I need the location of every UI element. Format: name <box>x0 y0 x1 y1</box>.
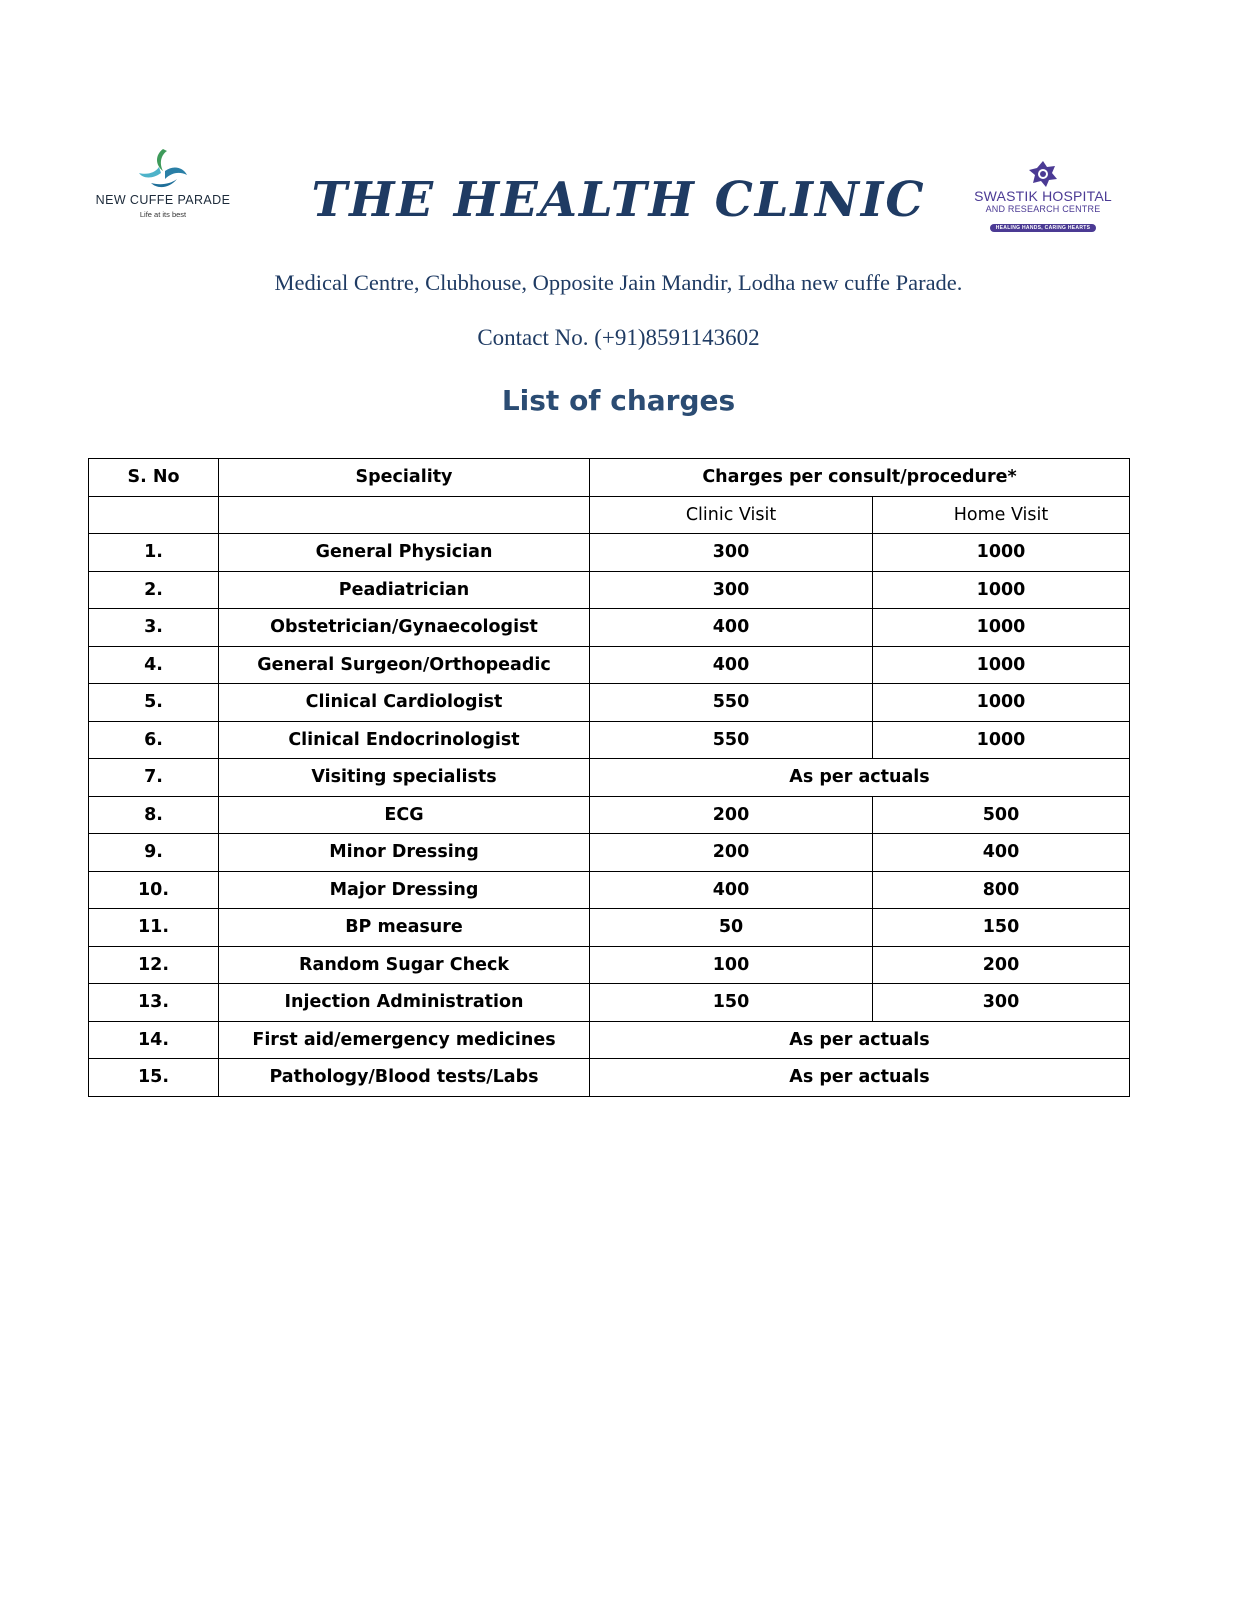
right-logo-line3: HEALING HANDS, CARING HEARTS <box>990 224 1097 232</box>
header-charges: Charges per consult/procedure* <box>590 459 1130 497</box>
row-home-charge: 300 <box>873 984 1130 1022</box>
row-speciality: General Surgeon/Orthopeadic <box>219 646 590 684</box>
row-sno: 7. <box>89 759 219 797</box>
row-clinic-charge: 300 <box>590 534 873 572</box>
row-sno: 5. <box>89 684 219 722</box>
row-speciality: Random Sugar Check <box>219 946 590 984</box>
table-row <box>89 534 1130 572</box>
row-speciality: Clinical Endocrinologist <box>219 721 590 759</box>
row-clinic-charge: 400 <box>590 871 873 909</box>
row-speciality: Pathology/Blood tests/Labs <box>219 1059 590 1097</box>
table-row <box>89 646 1130 684</box>
row-speciality: Major Dressing <box>219 871 590 909</box>
row-sno: 11. <box>89 909 219 947</box>
subheader-clinic-visit: Clinic Visit <box>590 496 873 534</box>
subheader-home-visit: Home Visit <box>873 496 1130 534</box>
row-home-charge: 1000 <box>873 721 1130 759</box>
header-sno: S. No <box>89 459 219 497</box>
row-clinic-charge: 400 <box>590 646 873 684</box>
table-row <box>89 759 1130 797</box>
table-row <box>89 721 1130 759</box>
row-home-charge: 1000 <box>873 534 1130 572</box>
table-row <box>89 571 1130 609</box>
table-row <box>89 946 1130 984</box>
row-speciality: ECG <box>219 796 590 834</box>
row-clinic-charge: 150 <box>590 984 873 1022</box>
row-home-charge: 500 <box>873 796 1130 834</box>
row-speciality: Obstetrician/Gynaecologist <box>219 609 590 647</box>
row-sno: 1. <box>89 534 219 572</box>
row-clinic-charge: 100 <box>590 946 873 984</box>
subheader-empty-speciality <box>219 496 590 534</box>
row-clinic-charge: 400 <box>590 609 873 647</box>
list-title: List of charges <box>501 384 736 417</box>
header-speciality: Speciality <box>219 459 590 497</box>
left-logo-brand: NEW CUFFE PARADE <box>95 193 231 207</box>
row-sno: 8. <box>89 796 219 834</box>
row-speciality: Visiting specialists <box>219 759 590 797</box>
table-row <box>89 909 1130 947</box>
row-speciality: Minor Dressing <box>219 834 590 872</box>
row-clinic-charge: 300 <box>590 571 873 609</box>
table-subheader-row <box>89 496 1130 534</box>
table-row <box>89 984 1130 1022</box>
row-sno: 4. <box>89 646 219 684</box>
row-clinic-charge: 550 <box>590 684 873 722</box>
row-clinic-charge: 200 <box>590 796 873 834</box>
row-sno: 13. <box>89 984 219 1022</box>
row-speciality: Peadiatrician <box>219 571 590 609</box>
clinic-address: Medical Centre, Clubhouse, Opposite Jain Mandir, Lodha new cuffe Parade. <box>274 270 963 295</box>
table-row <box>89 1021 1130 1059</box>
table-row <box>89 834 1130 872</box>
table-header-row <box>89 459 1130 497</box>
row-home-charge: 1000 <box>873 571 1130 609</box>
subheader-empty-sno <box>89 496 219 534</box>
row-sno: 10. <box>89 871 219 909</box>
row-sno: 9. <box>89 834 219 872</box>
table-row <box>89 1059 1130 1097</box>
right-logo-line1: SWASTIK HOSPITAL <box>974 188 1112 204</box>
row-sno: 6. <box>89 721 219 759</box>
row-speciality: General Physician <box>219 534 590 572</box>
row-clinic-charge: 50 <box>590 909 873 947</box>
row-home-charge: 800 <box>873 871 1130 909</box>
right-logo-line2: AND RESEARCH CENTRE <box>985 204 1101 214</box>
row-clinic-charge: 200 <box>590 834 873 872</box>
row-speciality: Clinical Cardiologist <box>219 684 590 722</box>
row-sno: 15. <box>89 1059 219 1097</box>
table-row <box>89 684 1130 722</box>
row-charges-merged: As per actuals <box>590 1021 1130 1059</box>
row-home-charge: 1000 <box>873 646 1130 684</box>
row-home-charge: 200 <box>873 946 1130 984</box>
row-home-charge: 1000 <box>873 609 1130 647</box>
row-home-charge: 150 <box>873 909 1130 947</box>
table-row <box>89 871 1130 909</box>
row-sno: 14. <box>89 1021 219 1059</box>
left-logo-tagline: Life at its best <box>139 210 187 219</box>
clinic-contact: Contact No. (+91)8591143602 <box>477 325 760 350</box>
row-home-charge: 1000 <box>873 684 1130 722</box>
row-charges-merged: As per actuals <box>590 759 1130 797</box>
row-sno: 2. <box>89 571 219 609</box>
row-speciality: First aid/emergency medicines <box>219 1021 590 1059</box>
row-speciality: BP measure <box>219 909 590 947</box>
row-speciality: Injection Administration <box>219 984 590 1022</box>
row-home-charge: 400 <box>873 834 1130 872</box>
charges-table <box>88 458 1130 1097</box>
row-sno: 3. <box>89 609 219 647</box>
table-row <box>89 796 1130 834</box>
row-clinic-charge: 550 <box>590 721 873 759</box>
row-sno: 12. <box>89 946 219 984</box>
table-row <box>89 609 1130 647</box>
page-title: THE HEALTH CLINIC <box>311 172 926 228</box>
row-charges-merged: As per actuals <box>590 1059 1130 1097</box>
